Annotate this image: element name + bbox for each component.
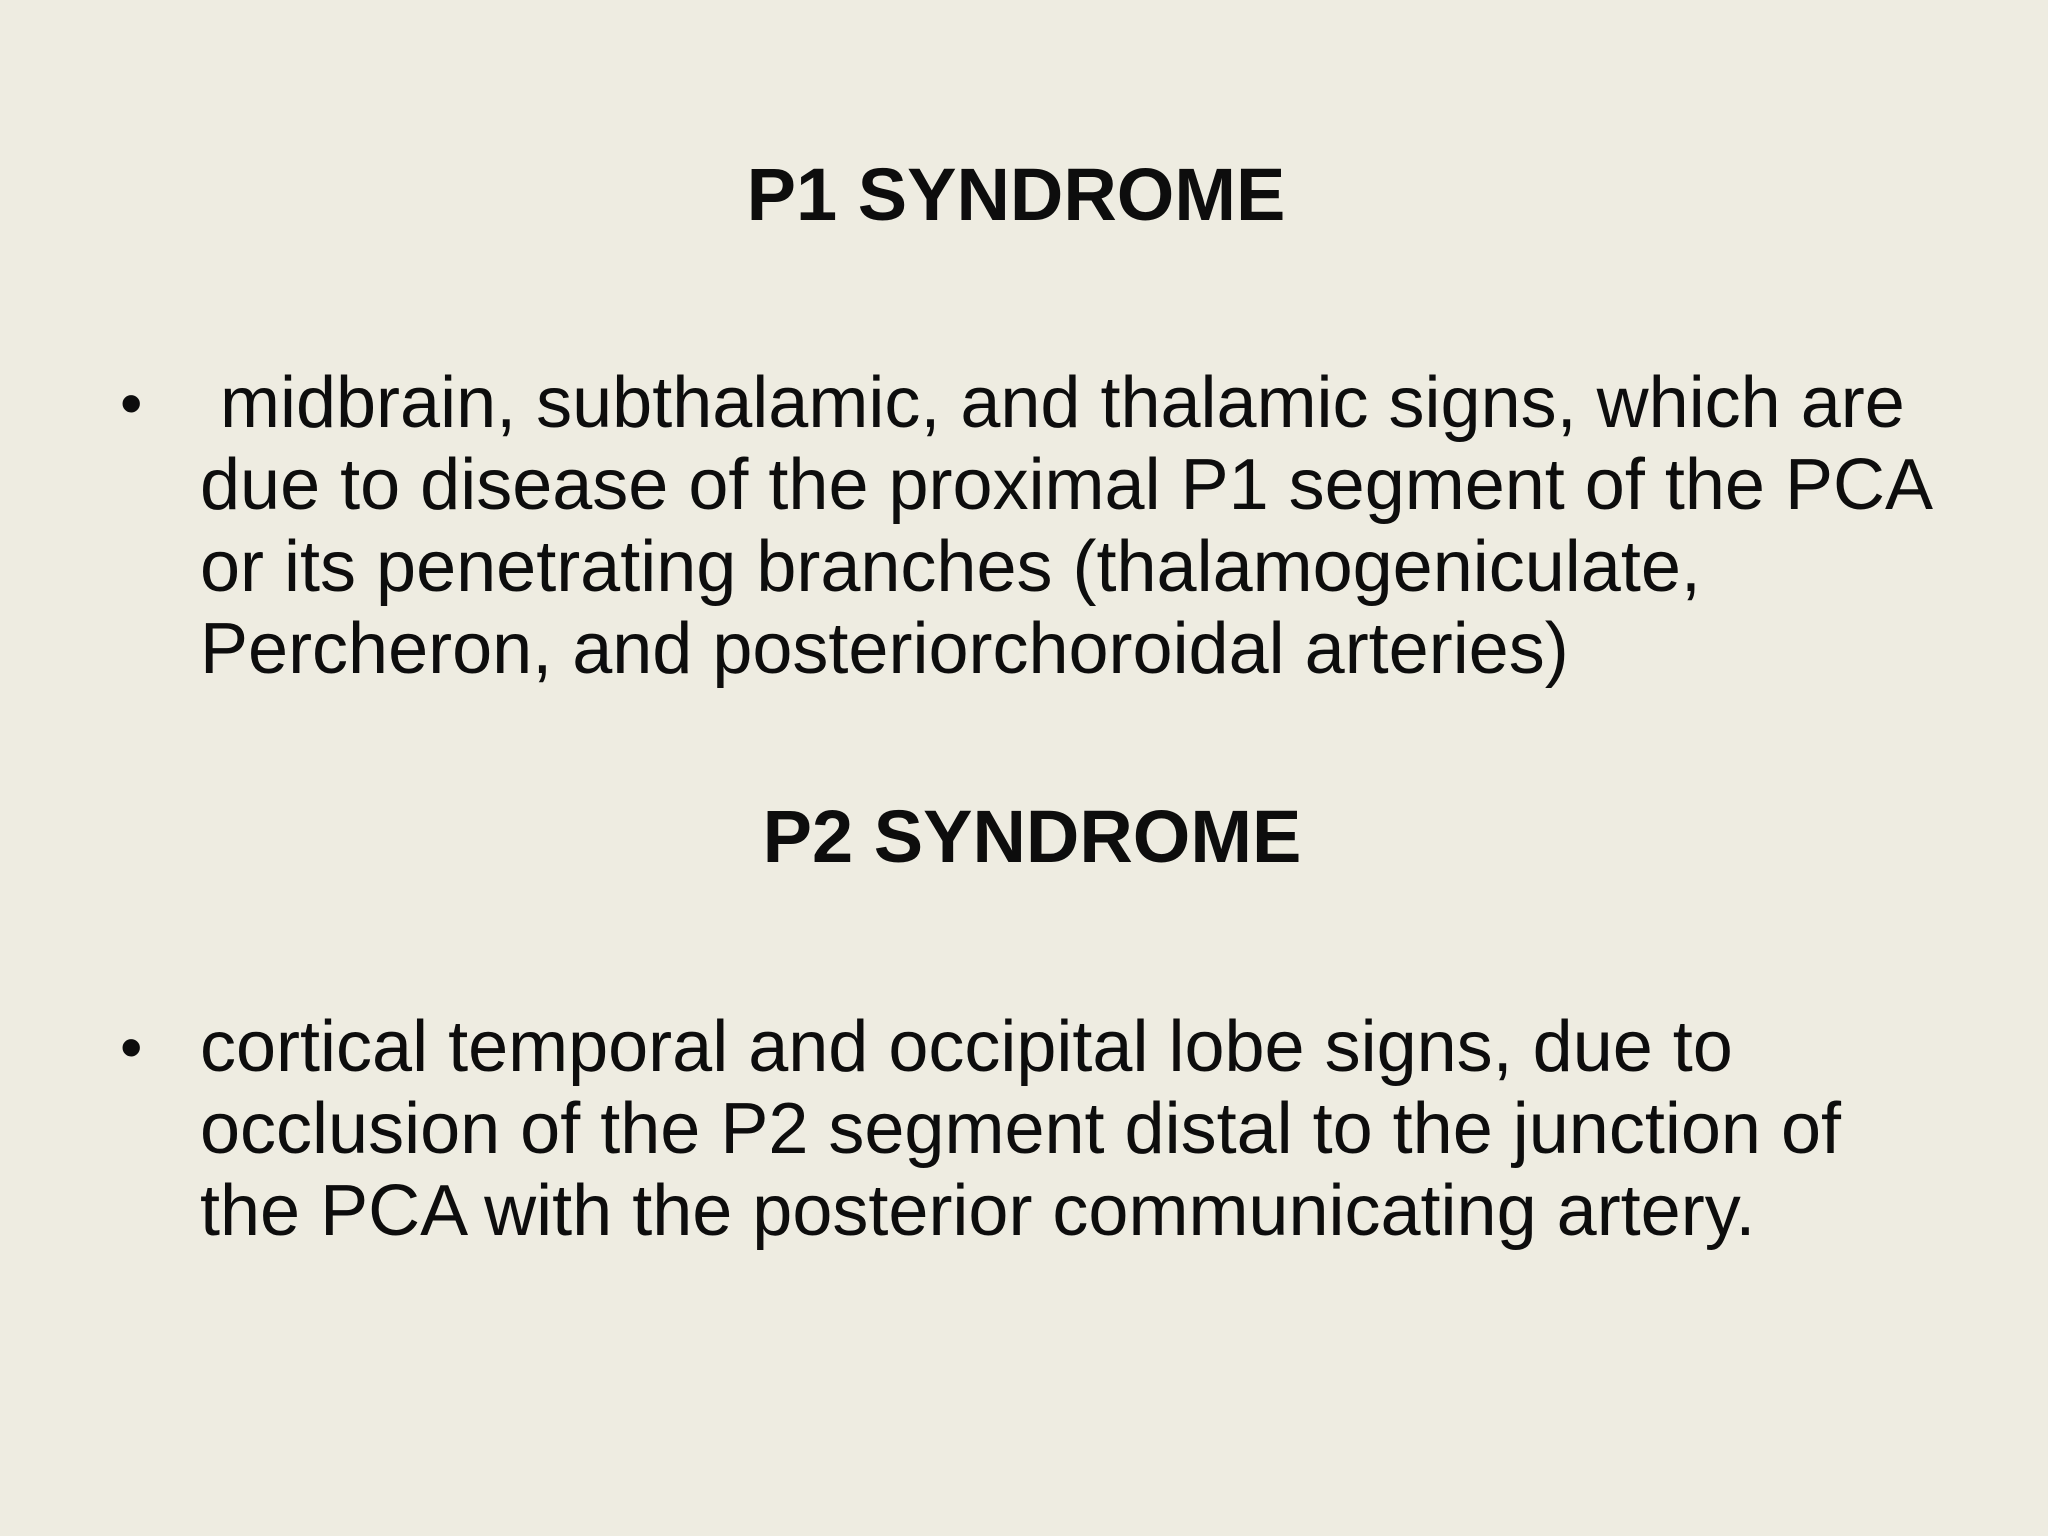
bullet-icon: • [120, 367, 143, 439]
bullet-icon: • [120, 1011, 143, 1083]
p2-syndrome-bullet-text: cortical temporal and occipital lobe signs, due to occlusion of the P2 segment distal to the junction of the PCA with the posterior communicating artery. [200, 1007, 1841, 1251]
p2-syndrome-title: P2 SYNDROME [762, 795, 1302, 878]
p1-syndrome-title: P1 SYNDROME [746, 153, 1286, 236]
p2-syndrome-bullet [120, 1006, 1960, 1252]
p1-syndrome-bullet [120, 362, 1960, 690]
p1-syndrome-bullet-text: midbrain, subthalamic, and thalamic signs, which are due to disease of the proximal P1 segment of the PCA or its penetrating branches (thalamogeniculate, Percheron, and posteriorchoroidal arteries) [200, 363, 1930, 689]
